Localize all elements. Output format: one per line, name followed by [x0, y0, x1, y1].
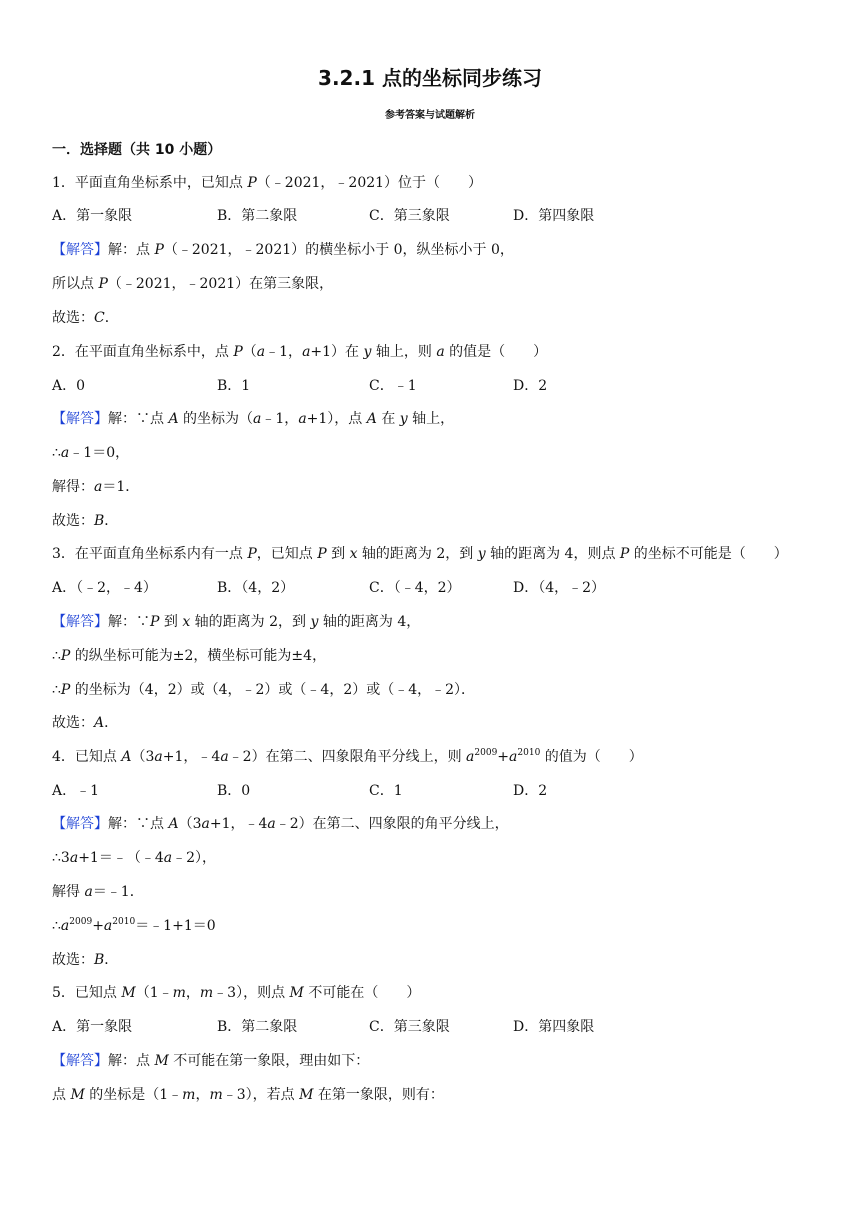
- q1-option-b: B．第二象限: [217, 208, 298, 224]
- q2-options: [52, 377, 812, 395]
- q5-options: [52, 1018, 812, 1036]
- q4-solution-line-1: 【解答】解：∵点 A（3a+1，﹣4a﹣2）在第二、四象限的角平分线上，: [52, 816, 509, 832]
- q1-option-d: D．第四象限: [513, 208, 595, 224]
- q5-option-a: A．第一象限: [52, 1019, 133, 1035]
- q5-option-c: C．第三象限: [369, 1019, 450, 1035]
- q3-choice: 故选：A．: [52, 715, 119, 731]
- q1-option-a: A．第一象限: [52, 208, 133, 224]
- q3-solution-line-2: ∴P 的纵坐标可能为±2，横坐标可能为±4，: [52, 648, 327, 664]
- q2-option-c: C．﹣1: [369, 378, 417, 394]
- q1-solution-line-1: 【解答】解：点 P（﹣2021，﹣2021）的横坐标小于 0，纵坐标小于 0，: [52, 242, 514, 258]
- q2-solution-line-1: 【解答】解：∵点 A 的坐标为（a﹣1，a+1），点 A 在 y 轴上，: [52, 411, 455, 427]
- q2-solution-line-3: 解得：a＝1．: [52, 479, 140, 495]
- q3-option-b: B．（4，2）: [217, 580, 295, 596]
- section-heading: 一．选择题（共 10 小题）: [52, 142, 222, 158]
- q3-option-a: A．（﹣2，﹣4）: [52, 580, 157, 596]
- answer-tag: 【解答】: [52, 242, 108, 258]
- q2-option-d: D．2: [513, 378, 548, 394]
- q3-option-c: C．（﹣4，2）: [369, 580, 461, 596]
- q3-solution-line-1: 【解答】解：∵P 到 x 轴的距离为 2，到 y 轴的距离为 4，: [52, 614, 421, 630]
- q2-choice: 故选：B．: [52, 513, 119, 529]
- q4-choice: 故选：B．: [52, 952, 119, 968]
- q4-solution-line-2: ∴3a+1＝﹣（﹣4a﹣2），: [52, 850, 217, 866]
- q1-choice: 故选：C．: [52, 310, 119, 326]
- q4-option-c: C．1: [369, 783, 403, 799]
- q4-solution-line-3: 解得 a＝﹣1．: [52, 884, 144, 900]
- q2-solution-line-2: ∴a﹣1＝0，: [52, 445, 130, 461]
- q5-solution-line-2: 点 M 的坐标是（1﹣m，m﹣3），若点 M 在第一象限，则有：: [52, 1087, 444, 1103]
- q1-options: [52, 207, 812, 225]
- q2-option-b: B．1: [217, 378, 251, 394]
- q1-solution-line-2: 所以点 P（﹣2021，﹣2021）在第三象限，: [52, 276, 334, 292]
- q1-stem: 1．平面直角坐标系中，已知点 P（﹣2021，﹣2021）位于（ ）: [52, 175, 483, 191]
- q4-options: [52, 782, 812, 800]
- q5-option-d: D．第四象限: [513, 1019, 595, 1035]
- q3-options: [52, 579, 812, 597]
- page-title: 3.2.1 点的坐标同步练习: [318, 66, 542, 90]
- page-subtitle: 参考答案与试题解析: [385, 110, 475, 121]
- q2-option-a: A．0: [52, 378, 86, 394]
- q1-option-c: C．第三象限: [369, 208, 450, 224]
- q2-stem: 2．在平面直角坐标系中，点 P（a﹣1，a+1）在 y 轴上，则 a 的值是（ ）: [52, 344, 548, 360]
- q4-stem: 4．已知点 A（3a+1，﹣4a﹣2）在第二、四象限角平分线上，则 $a^{2009}+a^{2010}$ 的值为（ ）: [52, 748, 643, 765]
- q5-option-b: B．第二象限: [217, 1019, 298, 1035]
- q5-solution-line-1: 【解答】解：点 M 不可能在第一象限，理由如下：: [52, 1053, 370, 1069]
- q5-stem: 5．已知点 M（1﹣m，m﹣3），则点 M 不可能在（ ）: [52, 985, 421, 1001]
- q4-option-d: D．2: [513, 783, 548, 799]
- q4-option-a: A．﹣1: [52, 783, 100, 799]
- q4-solution-line-4: $\therefore a^{2009}+a^{2010}=﹣1+1=0$: [52, 917, 216, 934]
- q4-option-b: B．0: [217, 783, 251, 799]
- q3-option-d: D．（4，﹣2）: [513, 580, 606, 596]
- q3-stem: 3．在平面直角坐标系内有一点 P，已知点 P 到 x 轴的距离为 2，到 y 轴的距离为 4，则点 P 的坐标不可能是（ ）: [52, 546, 788, 562]
- q3-solution-line-3: ∴P 的坐标为（4，2）或（4，﹣2）或（﹣4，2）或（﹣4，﹣2）．: [52, 682, 476, 698]
